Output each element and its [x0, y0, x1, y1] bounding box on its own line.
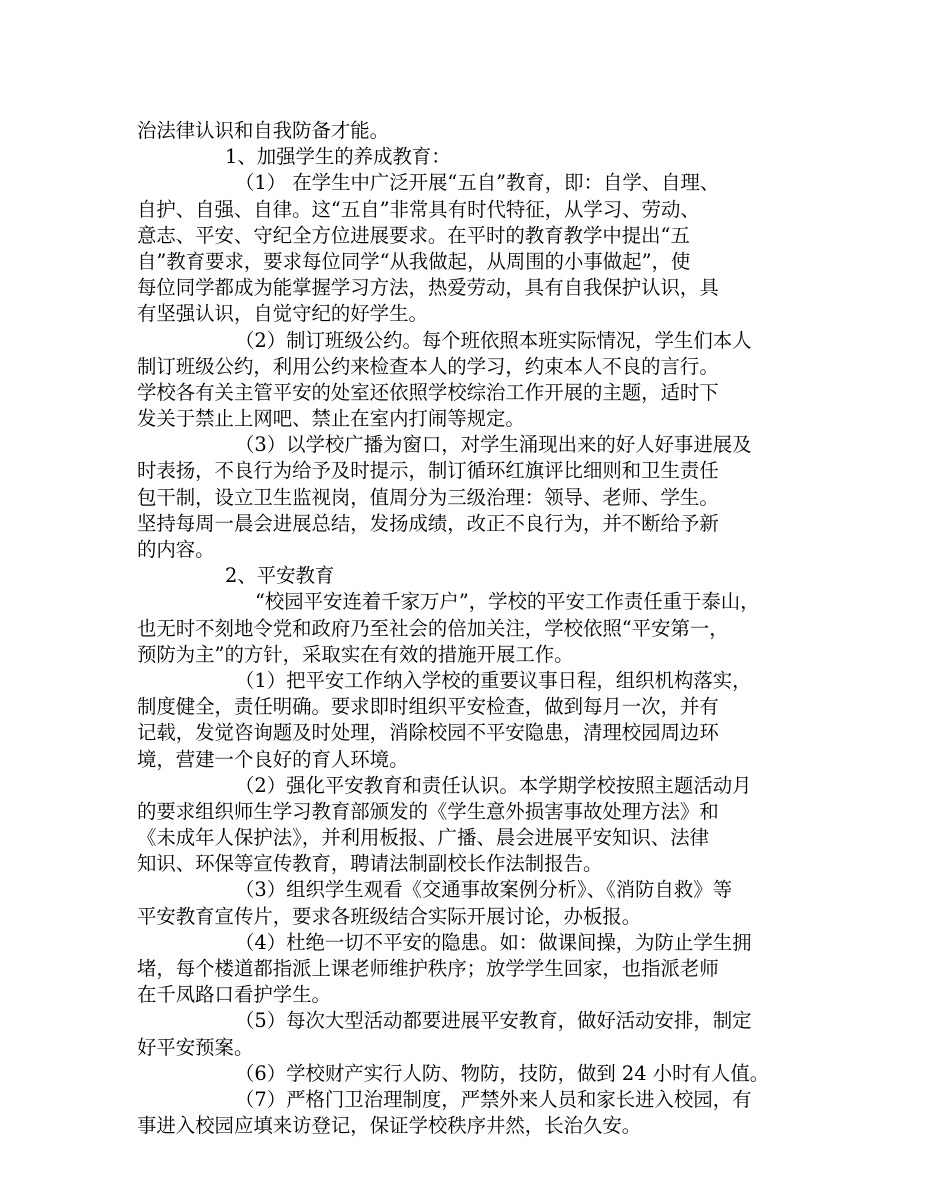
text-line: 《未成年人保护法》，并利用板报、广播、晨会进展平安知识、法律 — [137, 826, 710, 850]
text-line: “校园平安连着千家万户”，学校的平安工作责任重于泰山， — [255, 590, 760, 614]
text-line: 知识、环保等宣传教育，聘请法制副校长作法制报告。 — [137, 852, 603, 876]
text-line: （3）以学校广播为窗口，对学生涌现出来的好人好事进展及 — [235, 433, 752, 457]
section-heading: 2、平安教育 — [225, 564, 335, 588]
text-line: 自护、自强、自律。这“五自”非常具有时代特征，从学习、劳动、 — [137, 197, 700, 221]
text-line: 的内容。 — [137, 538, 215, 561]
text-line: （4）杜绝一切不平安的隐患。如：做课间操，为防止学生拥 — [235, 930, 752, 954]
text-line: （6）学校财产实行人防、物防，技防，做到 24 小时有人值。 — [235, 1061, 770, 1085]
text-line: 自”教育要求，要求每位同学“从我做起，从周围的小事做起”，使 — [137, 249, 691, 273]
text-line: 治法律认识和自我防备才能。 — [137, 119, 390, 142]
text-line: 预防为主”的方针，采取实在有效的措施开展工作。 — [137, 642, 574, 666]
text-line: 学校各有关主管平安的处室还依照学校综治工作开展的主题，适时下 — [137, 380, 719, 404]
text-line: 在千凤路口看护学生。 — [137, 983, 331, 1007]
text-line: 制订班级公约，利用公约来检查本人的学习，约束本人不良的言行。 — [137, 354, 719, 378]
text-line: （2）强化平安教育和责任认识。本学期学校按照主题活动月 — [235, 773, 752, 797]
text-line: 的要求组织师生学习教育部颁发的《学生意外损害事故处理方法》和 — [137, 799, 719, 823]
section-heading: 1、加强学生的养成教育： — [225, 145, 451, 169]
text-line: 境，营建一个良好的育人环境。 — [137, 747, 409, 771]
text-line: 好平安预案。 — [137, 1035, 254, 1059]
text-line: 制度健全，责任明确。要求即时组织平安检查，做到每月一次，并有 — [137, 695, 719, 719]
text-line: 也无时不刻地令党和政府乃至社会的倍加关注，学校依照“平安第一， — [137, 616, 729, 640]
document-body — [137, 118, 817, 1139]
text-line: （7）严格门卫治理制度，严禁外来人员和家长进入校园，有 — [235, 1087, 752, 1111]
text-line: 堵，每个楼道都指派上课老师维护秩序；放学学生回家，也指派老师 — [137, 957, 719, 980]
text-line: （5）每次大型活动都要进展平安教育，做好活动安排，制定 — [235, 1009, 752, 1033]
text-line: 包干制，设立卫生监视岗，值周分为三级治理：领导、老师、学生。 — [137, 485, 719, 509]
text-line: 平安教育宣传片，要求各班级结合实际开展讨论，办板报。 — [137, 904, 642, 928]
text-line: 有坚强认识，自觉守纪的好学生。 — [137, 302, 428, 326]
text-line: 发关于禁止上网吧、禁止在室内打闹等规定。 — [137, 407, 525, 431]
text-line: （1）把平安工作纳入学校的重要议事日程，组织机构落实， — [235, 668, 752, 692]
text-line: （1） 在学生中广泛开展“五自”教育，即：自学、自理、 — [235, 171, 720, 195]
text-line: 每位同学都成为能掌握学习方法，热爱劳动，具有自我保护认识，具 — [137, 276, 719, 300]
text-line: 事进入校园应填来访登记，保证学校秩序井然，长治久安。 — [137, 1114, 642, 1138]
text-line: （3）组织学生观看《交通事故案例分析》、《消防自救》等 — [235, 878, 733, 902]
text-line: （2）制订班级公约。每个班依照本班实际情况，学生们本人 — [235, 328, 752, 352]
text-line: 坚持每周一晨会进展总结，发扬成绩，改正不良行为，并不断给予新 — [137, 511, 719, 535]
text-line: 时表扬，不良行为给予及时提示，制订循环红旗评比细则和卫生责任 — [137, 459, 719, 483]
text-line: 记载，发觉咨询题及时处理，消除校园不平安隐患，清理校园周边环 — [137, 721, 719, 745]
text-line: 意志、平安、守纪全方位进展要求。在平时的教育教学中提出“五 — [137, 223, 690, 247]
